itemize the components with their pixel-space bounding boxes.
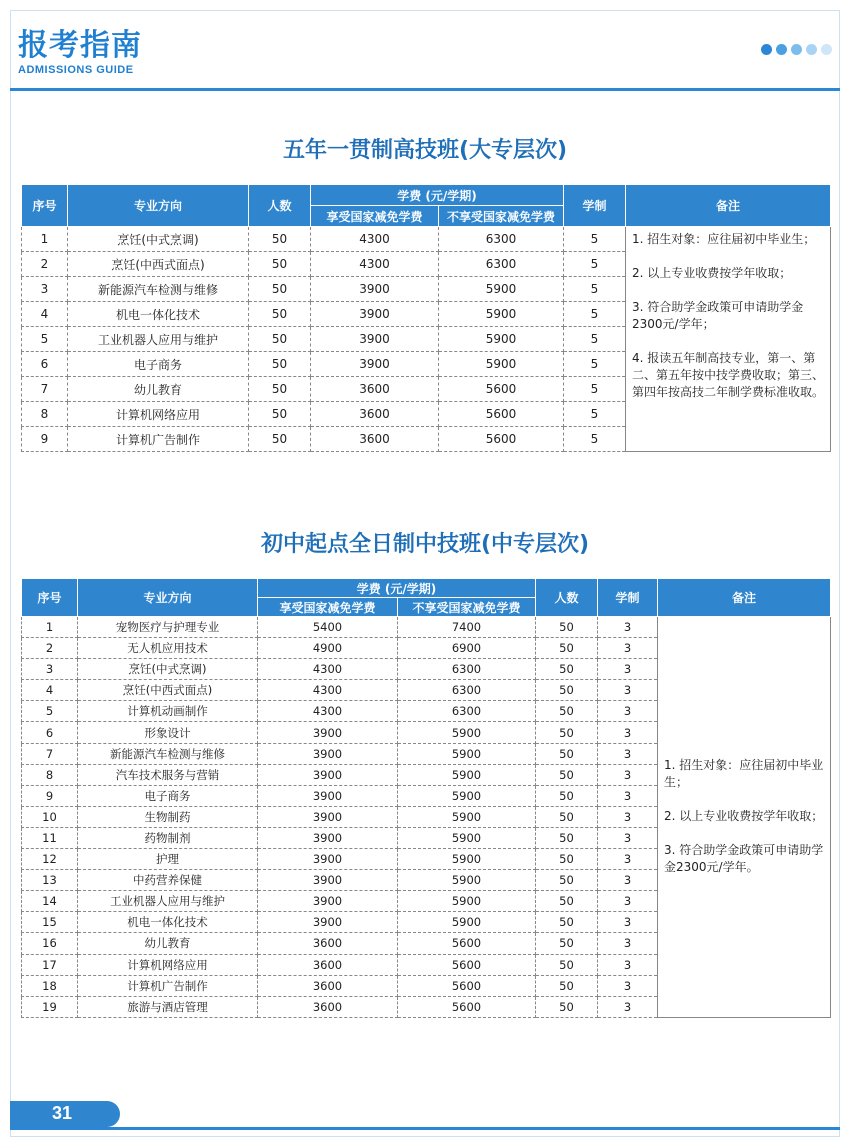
row-number: 7	[22, 377, 68, 402]
header-fee-nonexempt: 不享受国家减免学费	[439, 206, 564, 227]
major-name: 机电一体化技术	[68, 302, 249, 327]
fee-exempt: 3600	[258, 996, 398, 1017]
enrollment-count: 50	[536, 617, 598, 638]
note-item: 4. 报读五年制高技专业，第一、第二、第五年按中技学费收取；第三、第四年按高技二年制学费标准收取。	[632, 351, 825, 399]
enrollment-count: 50	[536, 638, 598, 659]
fee-nonexempt: 6300	[398, 659, 536, 680]
major-name: 计算机动画制作	[78, 701, 258, 722]
section2-table-body	[22, 617, 831, 1018]
major-name: 烹饪(中西式面点)	[68, 252, 249, 277]
study-years: 3	[598, 701, 658, 722]
fee-nonexempt: 6300	[398, 701, 536, 722]
dot-icon	[776, 44, 787, 55]
major-name: 汽车技术服务与营销	[78, 764, 258, 785]
header-count: 人数	[249, 185, 311, 227]
study-years: 5	[564, 277, 626, 302]
row-number: 19	[22, 996, 78, 1017]
major-name: 形象设计	[78, 722, 258, 743]
enrollment-count: 50	[536, 870, 598, 891]
major-name: 计算机网络应用	[68, 402, 249, 427]
header-fee: 学费 (元/学期)	[311, 185, 564, 206]
study-years: 3	[598, 722, 658, 743]
header-major: 专业方向	[78, 579, 258, 617]
row-number: 3	[22, 659, 78, 680]
table-row	[22, 617, 831, 638]
section2-table	[21, 578, 831, 1018]
fee-exempt: 3900	[258, 849, 398, 870]
fee-nonexempt: 5600	[398, 954, 536, 975]
study-years: 3	[598, 806, 658, 827]
study-years: 5	[564, 227, 626, 252]
enrollment-count: 50	[536, 659, 598, 680]
fee-exempt: 3900	[258, 722, 398, 743]
enrollment-count: 50	[536, 680, 598, 701]
fee-exempt: 3600	[258, 933, 398, 954]
fee-exempt: 3900	[258, 806, 398, 827]
study-years: 3	[598, 912, 658, 933]
enrollment-count: 50	[536, 933, 598, 954]
study-years: 5	[564, 327, 626, 352]
enrollment-count: 50	[536, 996, 598, 1017]
fee-nonexempt: 6300	[398, 680, 536, 701]
fee-nonexempt: 5900	[439, 277, 564, 302]
row-number: 5	[22, 701, 78, 722]
header-divider	[10, 88, 840, 91]
fee-exempt: 4300	[311, 227, 439, 252]
study-years: 5	[564, 352, 626, 377]
study-years: 3	[598, 933, 658, 954]
major-name: 旅游与酒店管理	[78, 996, 258, 1017]
section2-title: 初中起点全日制中技班(中专层次)	[260, 532, 590, 557]
fee-exempt: 3900	[258, 785, 398, 806]
major-name: 生物制药	[78, 806, 258, 827]
row-number: 9	[22, 427, 68, 452]
row-number: 11	[22, 827, 78, 848]
fee-nonexempt: 6900	[398, 638, 536, 659]
major-name: 电子商务	[78, 785, 258, 806]
section1-table	[21, 184, 831, 452]
major-name: 电子商务	[68, 352, 249, 377]
row-number: 2	[22, 252, 68, 277]
study-years: 3	[598, 996, 658, 1017]
major-name: 工业机器人应用与维护	[68, 327, 249, 352]
fee-exempt: 3900	[311, 352, 439, 377]
enrollment-count: 50	[536, 975, 598, 996]
header-fee-nonexempt: 不享受国家减免学费	[398, 598, 536, 617]
row-number: 14	[22, 891, 78, 912]
fee-exempt: 3900	[258, 891, 398, 912]
major-name: 计算机网络应用	[78, 954, 258, 975]
note-item: 1. 招生对象：应往届初中毕业生；	[664, 758, 824, 790]
fee-exempt: 4300	[258, 680, 398, 701]
fee-exempt: 3600	[258, 954, 398, 975]
page-header	[18, 30, 142, 76]
row-number: 15	[22, 912, 78, 933]
note-item: 3. 符合助学金政策可申请助学金2300元/学年；	[632, 300, 804, 331]
fee-nonexempt: 5900	[398, 891, 536, 912]
note-item: 1. 招生对象：应往届初中毕业生；	[632, 232, 816, 246]
major-name: 幼儿教育	[68, 377, 249, 402]
header-count: 人数	[536, 579, 598, 617]
fee-exempt: 3900	[258, 743, 398, 764]
table-row	[22, 227, 831, 252]
enrollment-count: 50	[536, 849, 598, 870]
enrollment-count: 50	[249, 302, 311, 327]
row-number: 6	[22, 722, 78, 743]
header-fee-exempt: 享受国家减免学费	[311, 206, 439, 227]
major-name: 计算机广告制作	[78, 975, 258, 996]
study-years: 3	[598, 617, 658, 638]
fee-nonexempt: 5600	[439, 402, 564, 427]
major-name: 宠物医疗与护理专业	[78, 617, 258, 638]
major-name: 机电一体化技术	[78, 912, 258, 933]
major-name: 中药营养保健	[78, 870, 258, 891]
enrollment-count: 50	[536, 806, 598, 827]
fee-nonexempt: 5900	[398, 764, 536, 785]
fee-nonexempt: 6300	[439, 227, 564, 252]
major-name: 幼儿教育	[78, 933, 258, 954]
major-name: 护理	[78, 849, 258, 870]
enrollment-count: 50	[249, 252, 311, 277]
study-years: 5	[564, 377, 626, 402]
page-number: 31	[52, 1103, 73, 1123]
notes-cell	[626, 227, 831, 452]
enrollment-count: 50	[249, 327, 311, 352]
major-name: 烹饪(中式烹调)	[78, 659, 258, 680]
fee-nonexempt: 5600	[398, 933, 536, 954]
header-years: 学制	[598, 579, 658, 617]
fee-exempt: 3600	[311, 427, 439, 452]
fee-exempt: 3900	[311, 327, 439, 352]
row-number: 16	[22, 933, 78, 954]
decorative-dots	[761, 44, 832, 55]
enrollment-count: 50	[536, 827, 598, 848]
fee-exempt: 3900	[258, 870, 398, 891]
fee-exempt: 3600	[311, 377, 439, 402]
study-years: 5	[564, 427, 626, 452]
fee-exempt: 3600	[258, 975, 398, 996]
row-number: 18	[22, 975, 78, 996]
study-years: 3	[598, 638, 658, 659]
row-number: 13	[22, 870, 78, 891]
study-years: 3	[598, 849, 658, 870]
footer-divider	[10, 1127, 840, 1130]
row-number: 12	[22, 849, 78, 870]
fee-nonexempt: 5900	[398, 827, 536, 848]
enrollment-count: 50	[249, 377, 311, 402]
fee-nonexempt: 5900	[439, 352, 564, 377]
fee-exempt: 3600	[311, 402, 439, 427]
notes-cell	[658, 617, 831, 1018]
study-years: 3	[598, 891, 658, 912]
enrollment-count: 50	[536, 701, 598, 722]
fee-exempt: 4300	[311, 252, 439, 277]
header-notes: 备注	[626, 185, 831, 227]
fee-nonexempt: 5600	[398, 975, 536, 996]
fee-nonexempt: 7400	[398, 617, 536, 638]
header-no: 序号	[22, 185, 68, 227]
row-number: 1	[22, 227, 68, 252]
header-no: 序号	[22, 579, 78, 617]
enrollment-count: 50	[536, 912, 598, 933]
dot-icon	[806, 44, 817, 55]
header-fee-exempt: 享受国家减免学费	[258, 598, 398, 617]
row-number: 9	[22, 785, 78, 806]
row-number: 17	[22, 954, 78, 975]
row-number: 4	[22, 302, 68, 327]
major-name: 无人机应用技术	[78, 638, 258, 659]
fee-exempt: 3900	[311, 277, 439, 302]
enrollment-count: 50	[249, 427, 311, 452]
study-years: 3	[598, 975, 658, 996]
fee-exempt: 3900	[258, 827, 398, 848]
fee-nonexempt: 5900	[439, 327, 564, 352]
enrollment-count: 50	[249, 227, 311, 252]
header-fee: 学费 (元/学期)	[258, 579, 536, 598]
fee-nonexempt: 5900	[398, 722, 536, 743]
fee-nonexempt: 5600	[439, 427, 564, 452]
header-major: 专业方向	[68, 185, 249, 227]
fee-exempt: 4300	[258, 701, 398, 722]
study-years: 5	[564, 402, 626, 427]
row-number: 3	[22, 277, 68, 302]
enrollment-count: 50	[249, 277, 311, 302]
fee-exempt: 5400	[258, 617, 398, 638]
fee-nonexempt: 5900	[398, 870, 536, 891]
enrollment-count: 50	[249, 402, 311, 427]
header-notes: 备注	[658, 579, 831, 617]
fee-nonexempt: 5600	[398, 996, 536, 1017]
study-years: 5	[564, 252, 626, 277]
major-name: 药物制剂	[78, 827, 258, 848]
study-years: 3	[598, 659, 658, 680]
major-name: 新能源汽车检测与维修	[78, 743, 258, 764]
major-name: 新能源汽车检测与维修	[68, 277, 249, 302]
fee-exempt: 3900	[258, 764, 398, 785]
fee-nonexempt: 5900	[398, 912, 536, 933]
row-number: 10	[22, 806, 78, 827]
row-number: 2	[22, 638, 78, 659]
row-number: 1	[22, 617, 78, 638]
row-number: 8	[22, 764, 78, 785]
row-number: 6	[22, 352, 68, 377]
study-years: 3	[598, 785, 658, 806]
study-years: 3	[598, 764, 658, 785]
row-number: 8	[22, 402, 68, 427]
enrollment-count: 50	[536, 891, 598, 912]
header-years: 学制	[564, 185, 626, 227]
enrollment-count: 50	[536, 785, 598, 806]
study-years: 3	[598, 680, 658, 701]
study-years: 3	[598, 870, 658, 891]
enrollment-count: 50	[536, 722, 598, 743]
fee-nonexempt: 5600	[439, 377, 564, 402]
fee-nonexempt: 5900	[398, 743, 536, 764]
note-item: 2. 以上专业收费按学年收取；	[664, 809, 824, 824]
note-item: 2. 以上专业收费按学年收取；	[632, 266, 792, 280]
row-number: 5	[22, 327, 68, 352]
fee-exempt: 3900	[311, 302, 439, 327]
section1-table-body	[22, 227, 831, 452]
row-number: 4	[22, 680, 78, 701]
enrollment-count: 50	[249, 352, 311, 377]
dot-icon	[791, 44, 802, 55]
study-years: 3	[598, 743, 658, 764]
fee-nonexempt: 5900	[398, 806, 536, 827]
page-title: 报考指南	[18, 28, 142, 63]
note-item: 3. 符合助学金政策可申请助学金2300元/学年。	[664, 843, 824, 875]
enrollment-count: 50	[536, 743, 598, 764]
section1-title: 五年一贯制高技班(大专层次)	[282, 138, 568, 163]
major-name: 烹饪(中西式面点)	[78, 680, 258, 701]
enrollment-count: 50	[536, 954, 598, 975]
fee-exempt: 3900	[258, 912, 398, 933]
major-name: 计算机广告制作	[68, 427, 249, 452]
major-name: 工业机器人应用与维护	[78, 891, 258, 912]
fee-nonexempt: 5900	[439, 302, 564, 327]
dot-icon	[821, 44, 832, 55]
study-years: 5	[564, 302, 626, 327]
fee-nonexempt: 5900	[398, 785, 536, 806]
fee-nonexempt: 6300	[439, 252, 564, 277]
enrollment-count: 50	[536, 764, 598, 785]
fee-exempt: 4300	[258, 659, 398, 680]
major-name: 烹饪(中式烹调)	[68, 227, 249, 252]
study-years: 3	[598, 954, 658, 975]
dot-icon	[761, 44, 772, 55]
fee-nonexempt: 5900	[398, 849, 536, 870]
fee-exempt: 4900	[258, 638, 398, 659]
page-subtitle: ADMISSIONS GUIDE	[18, 64, 134, 76]
row-number: 7	[22, 743, 78, 764]
study-years: 3	[598, 827, 658, 848]
